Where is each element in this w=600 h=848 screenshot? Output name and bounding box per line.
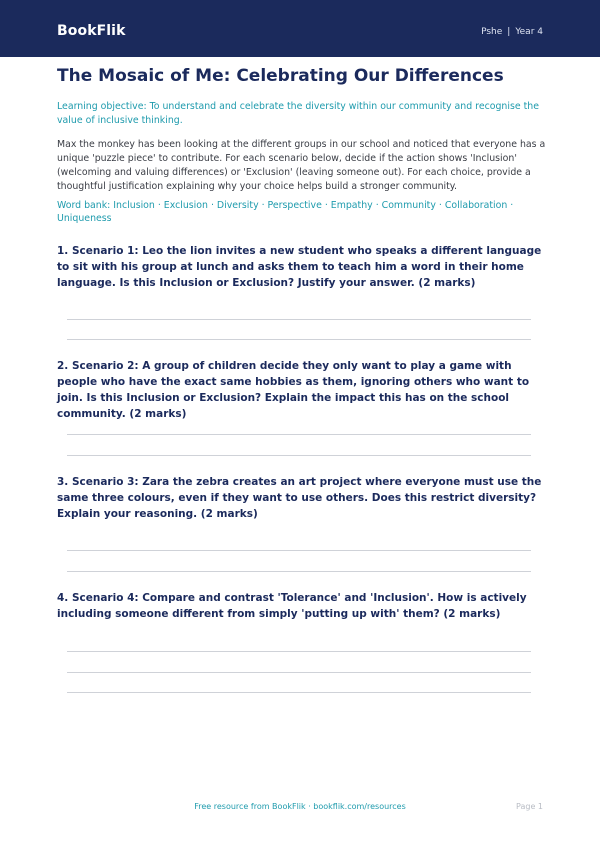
page-header (0, 0, 600, 57)
question-2 (57, 358, 547, 422)
answer-line[interactable] (67, 571, 531, 572)
question-1-text: 1. Scenario 1: Leo the lion invites a new student who speaks a different language to sit with his group at lunch and asks them to teach him a word in their home language. Is this Inclusion or Exclusion? Justify your answer. (2 marks) (57, 245, 542, 289)
answer-line[interactable] (67, 692, 531, 693)
subject-label: Pshe (481, 27, 503, 37)
question-3-text: 3. Scenario 3: Zara the zebra creates an art project where everyone must use the same three colours, even if they want to use others. Does this restrict diversity? Explain your reasoning. (2 marks) (57, 476, 542, 520)
answer-line[interactable] (67, 319, 531, 320)
worksheet-title: The Mosaic of Me: Celebrating Our Differences (57, 66, 504, 86)
question-3 (57, 474, 547, 522)
word-bank: Word bank: Inclusion · Exclusion · Diversity · Perspective · Empathy · Community · Collaboration · Uniqueness (57, 200, 514, 224)
answer-line[interactable] (67, 651, 531, 652)
intro-paragraph: Max the monkey has been looking at the different groups in our school and noticed that everyone has a unique 'puzzle piece' to contribute. For each scenario below, decide if the action shows 'Inclusion' (welcoming and valuing differences) or 'Exclusion' (leaving someone out). For each choice, provide a thoughtful justification explaining why your choice helps build a stronger community. (57, 139, 546, 192)
question-4 (57, 590, 547, 622)
question-4-text: 4. Scenario 4: Compare and contrast 'Tolerance' and 'Inclusion'. How is actively including someone different from simply 'putting up with' them? (2 marks) (57, 592, 527, 620)
year-label: Year 4 (515, 27, 543, 37)
brand-logo-text: BookFlik (57, 23, 126, 39)
question-2-text: 2. Scenario 2: A group of children decide they only want to play a game with people who have the exact same hobbies as them, ignoring others who want to join. Is this Inclusion or Exclusion? Explain the impact this has on the school community. (2 marks) (57, 360, 530, 420)
learning-objective: Learning objective: To understand and celebrate the diversity within our community and recognise the value of inclusive thinking. (57, 101, 539, 126)
subject-year-label (481, 27, 543, 37)
answer-line[interactable] (67, 672, 531, 673)
question-1 (57, 243, 547, 291)
answer-line[interactable] (67, 550, 531, 551)
footer-link[interactable]: Free resource from BookFlik · bookflik.com/resources (194, 802, 406, 811)
answer-line[interactable] (67, 455, 531, 456)
answer-line[interactable] (67, 434, 531, 435)
page-number: Page 1 (516, 802, 543, 811)
meta-separator: | (507, 27, 511, 37)
answer-line[interactable] (67, 339, 531, 340)
